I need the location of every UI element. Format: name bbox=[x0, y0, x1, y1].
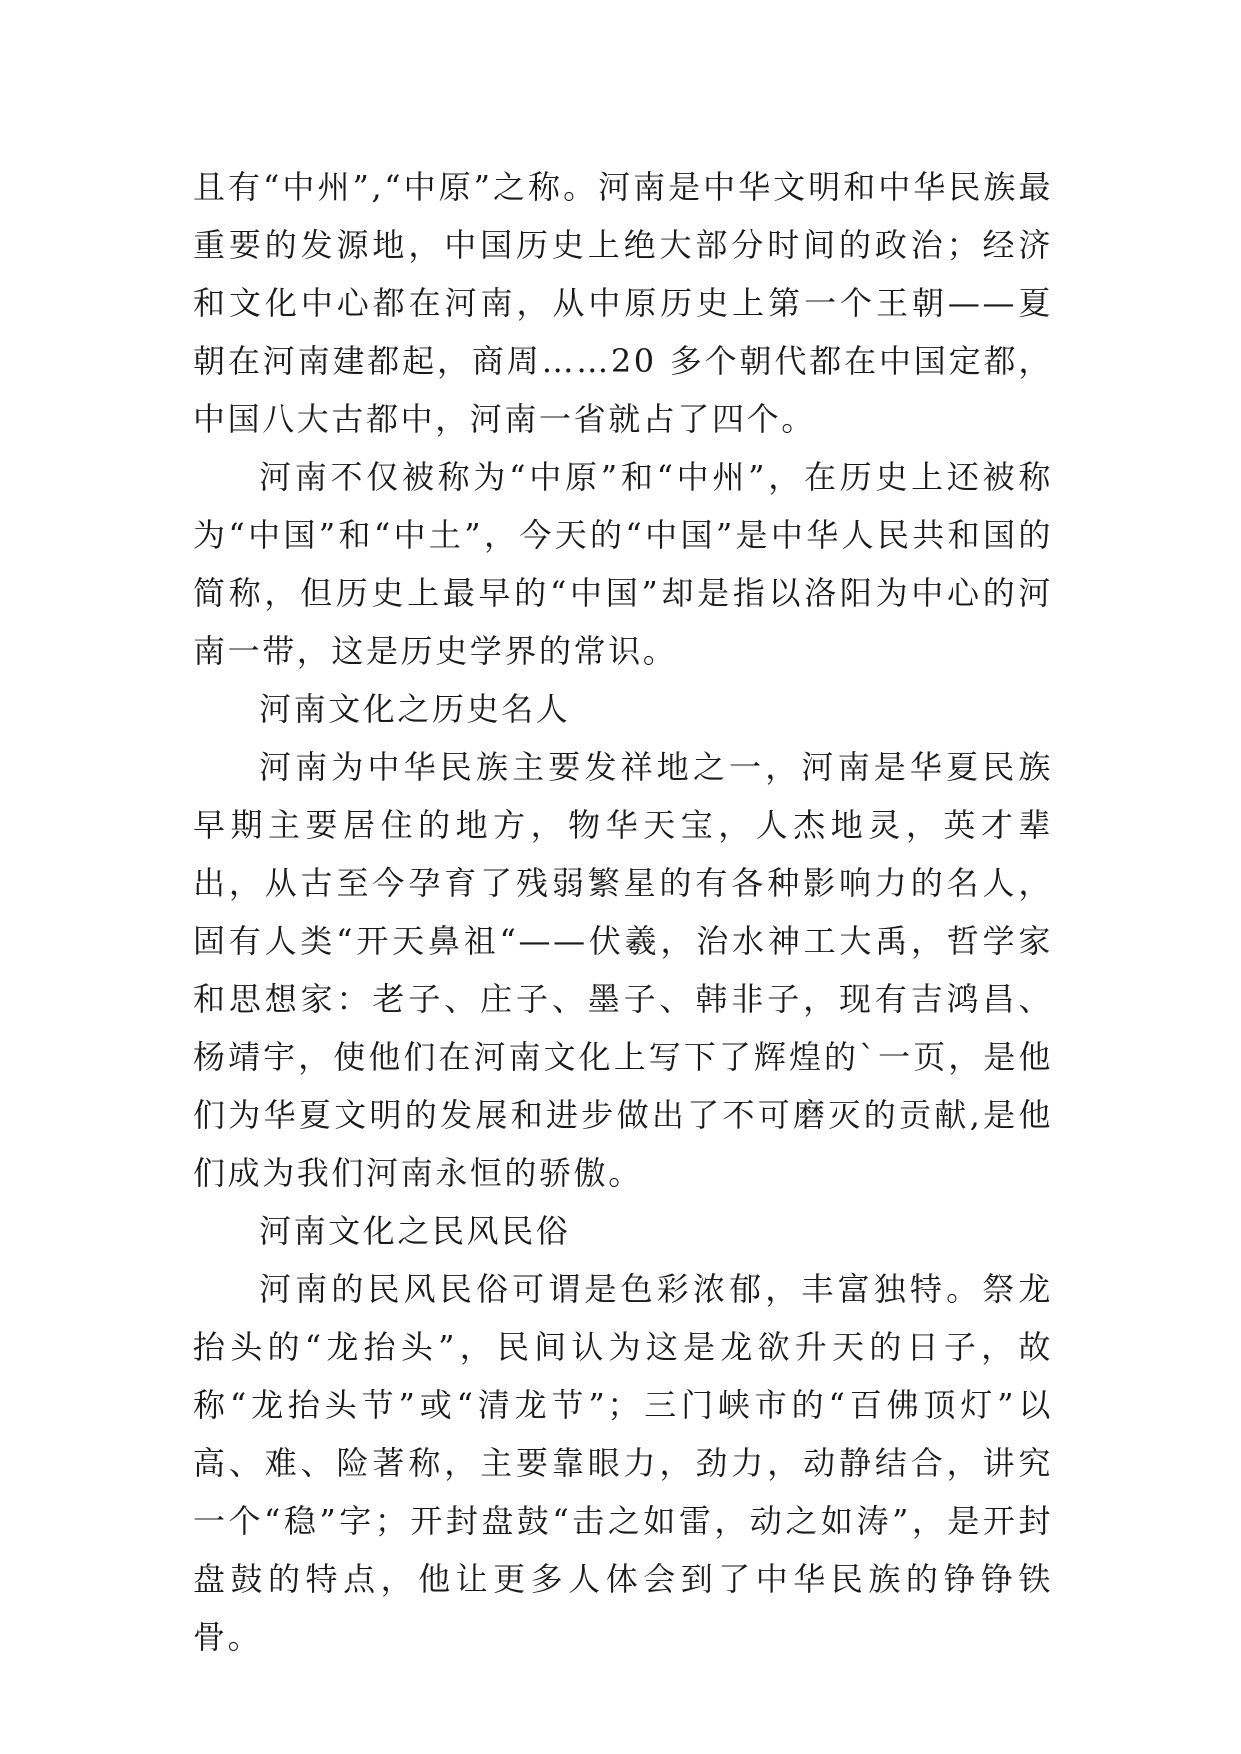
section-heading-historical-figures: 河南文化之历史名人 bbox=[259, 690, 571, 728]
document-body bbox=[193, 158, 1053, 1666]
paragraph-zhongguo-origin: 河南不仅被称为“中原”和“中州”，在历史上还被称为“中国”和“中土”，今天的“中国”是中华人民共和国的简称，但历史上最早的“中国”却是指以洛阳为中心的河南一带，这是历史学界的常识。 bbox=[193, 458, 1053, 670]
paragraph-historical-figures: 河南为中华民族主要发祥地之一，河南是华夏民族早期主要居住的地方，物华天宝，人杰地灵，英才辈出，从古至今孕育了残弱繁星的有各种影响力的名人，固有人类“开天鼻祖“——伏羲，治水神工大禹，哲学家和思想家：老子、庄子、墨子、韩非子，现有吉鸿昌、杨靖宇，使他们在河南文化上写下了辉煌的`一页，是他们为华夏文明的发展和进步做出了不可磨灭的贡献,是他们成为我们河南永恒的骄傲。 bbox=[193, 748, 1053, 1192]
section-heading-folk-customs: 河南文化之民风民俗 bbox=[259, 1212, 571, 1250]
paragraph-folk-customs: 河南的民风民俗可谓是色彩浓郁，丰富独特。祭龙抬头的“龙抬头”，民间认为这是龙欲升天的日子，故称“龙抬头节”或“清龙节”；三门峡市的“百佛顶灯”以高、难、险著称，主要靠眼力，劲力，动静结合，讲究一个“稳”字；开封盘鼓“击之如雷，动之如涛”，是开封盘鼓的特点，他让更多人体会到了中华民族的铮铮铁骨。 bbox=[193, 1270, 1053, 1656]
paragraph-zhongyuan-intro: 且有“中州”,“中原”之称。河南是中华文明和中华民族最重要的发源地，中国历史上绝大部分时间的政治；经济和文化中心都在河南，从中原历史上第一个王朝——夏朝在河南建都起，商周……20 多个朝代都在中国定都，中国八大古都中，河南一省就占了四个。 bbox=[193, 168, 1053, 438]
